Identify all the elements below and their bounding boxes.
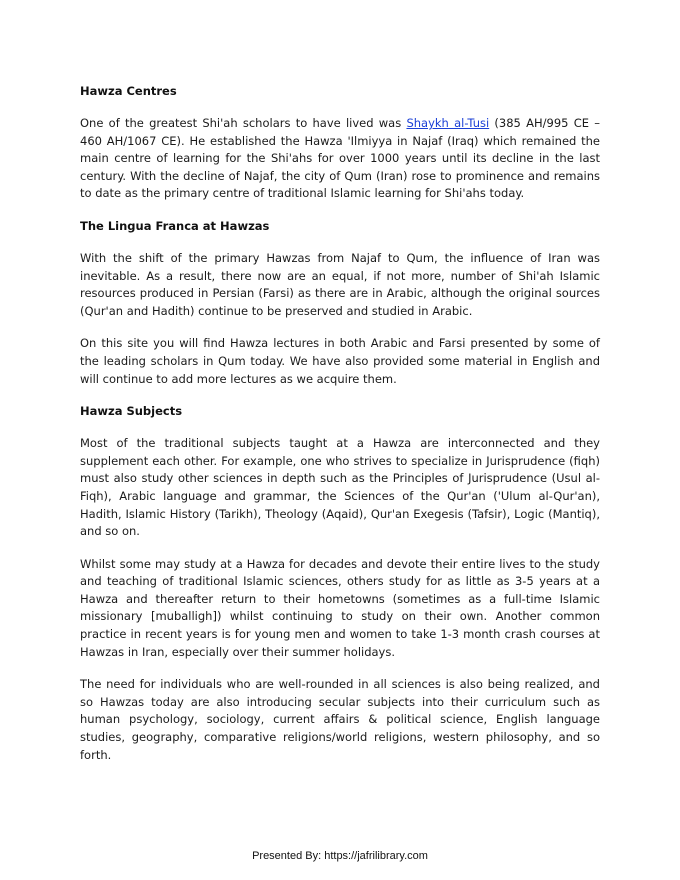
section-hawza-subjects — [80, 403, 600, 764]
section-heading: Hawza Centres — [80, 84, 177, 98]
paragraph: With the shift of the primary Hawzas from Najaf to Qum, the influence of Iran was inevitable. As a result, there now are an equal, if not more, number of Shi'ah Islamic resources produced in Persian (Farsi) as there are in Arabic, although the original sources (Qur'an and Hadith) continue to be preserved and studied in Arabic. — [80, 250, 600, 318]
section-hawza-centres — [80, 83, 600, 203]
paragraph: Whilst some may study at a Hawza for decades and devote their entire lives to the study and teaching of traditional Islamic sciences, others study for as little as 3-5 years at a Hawza and thereafter return to their hometowns (sometimes as a full-time Islamic missionary [muballigh]) whilst continuing to study on their own. Another common practice in recent years is for young men and women to take 1-3 month crash courses at Hawzas in Iran, especially over their summer holidays. — [80, 556, 600, 659]
paragraph: Most of the traditional subjects taught at a Hawza are interconnected and they supplement each other. For example, one who strives to specialize in Jurisprudence (fiqh) must also study other sciences in depth such as the Principles of Jurisprudence (Usul al-Fiqh), Arabic language and grammar, the Sciences of the Qur'an ('Ulum al-Qur'an), Hadith, Islamic History (Tarikh), Theology (Aqaid), Qur'an Exegesis (Tafsir), Logic (Mantiq), and so on. — [80, 436, 600, 539]
section-lingua-franca — [80, 218, 600, 388]
section-heading: The Lingua Franca at Hawzas — [80, 218, 270, 233]
paragraph: On this site you will find Hawza lectures in both Arabic and Farsi presented by some of the leading scholars in Qum today. We have also provided some material in English and will continue to add more lectures as we acquire them. — [80, 336, 600, 386]
paragraph-text: (385 AH/995 CE – 460 AH/1067 CE). He established the Hawza 'Ilmiyya in Najaf (Iraq) which remained the main centre of learning for the Shi'ahs for over 1000 years until its decline in the last century. With the decline of Najaf, the city of Qum (Iran) rose to prominence and remains to date as the primary centre of traditional Islamic learning for Shi'ahs today. — [80, 116, 600, 201]
paragraph — [80, 115, 600, 203]
section-heading: Hawza Subjects — [80, 404, 183, 419]
shaykh-al-tusi-link[interactable]: Shaykh al-Tusi — [406, 116, 490, 130]
paragraph: The need for individuals who are well-rounded in all sciences is also being realized, and so Hawzas today are also introducing secular subjects into their curriculum such as human psychology, sociology, current affairs & political science, English language studies, geography, comparative religions/world religions, western philosophy, and so forth. — [80, 677, 600, 762]
document-body — [80, 83, 600, 779]
page-footer: Presented By: https://jafrilibrary.com — [252, 850, 428, 862]
paragraph-text: One of the greatest Shi'ah scholars to have lived was — [80, 116, 407, 130]
